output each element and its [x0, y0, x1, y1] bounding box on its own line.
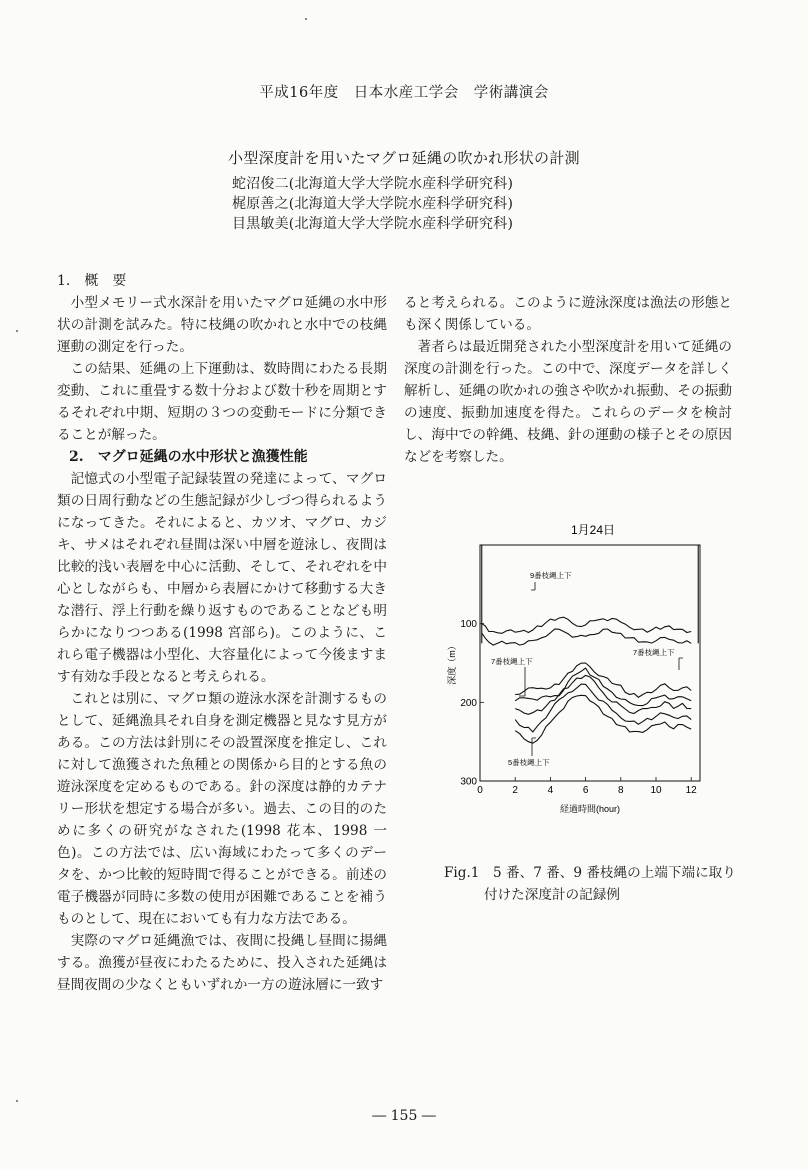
depth-chart [440, 520, 730, 820]
paper-title: 小型深度計を用いたマグロ延縄の吹かれ形状の計測 [228, 149, 580, 167]
paragraph: これとは別に、マグロ類の遊泳水深を計測するものとして、延縄漁具それ自身を測定機器と見なす見方がある。この方法は針別にその設置深度を推定し、これに対して漁獲された魚種との関係から目的とする魚の遊泳深度を定めるものである。針の深度は静的カテナリー形状を想定する場合が多い。過去、この目的のために多くの研究がなされた(1998 花本、1998 一色)。この方法では、広い海域にわたって多くのデータを、かつ比較的短時間で得ることができる。前述の電子機器が同時に多数の使用が困難であることを補うものとして、現在においても有力な方法である。 [57, 691, 387, 927]
x-tick-label: 4 [547, 785, 554, 796]
author-line: 梶原善之(北海道大学大学院水産科学研究科) [232, 196, 514, 212]
y-axis-label: 深度（m） [447, 641, 457, 685]
annotation-pointer [532, 738, 536, 756]
paragraph: 小型メモリー式水深計を用いたマグロ延縄の水中形状の計測を試みた。特に枝縄の吹かれと水中での枝縄運動の測定を行った。 [57, 295, 387, 355]
depth-series-line [515, 668, 691, 706]
conference-header: 平成16年度 日本水産工学会 学術講演会 [259, 85, 549, 101]
author-line: 目黒敏美(北海道大学大学院水産科学研究科) [232, 216, 514, 232]
figure-caption [444, 862, 744, 906]
y-tick-label: 100 [460, 619, 477, 631]
x-tick-label: 6 [582, 785, 589, 796]
paragraph: この結果、延縄の上下運動は、数時間にわたる長期変動、これに重畳する数十分および数十秒を周期とするそれぞれ中期、短期の３つの変動モードに分類できることが解った。 [57, 361, 387, 443]
x-tick-label: 12 [685, 785, 697, 796]
author-line: 蛇沼俊二(北海道大学大学院水産科学研究科) [232, 176, 514, 192]
annotation-5-upper-lower: 5番枝縄上下 [508, 758, 550, 767]
depth-series-line [515, 695, 691, 743]
paragraph: 記憶式の小型電子記録装置の発達によって、マグロ類の日周行動などの生態記録が少しづつ得られるようになってきた。それによると、カツオ、マグロ、カジキ、サメはそれぞれ昼間は深い中層を遊泳し、夜間は比較的浅い表層を中心に活動、そして、それぞれを中心としながらも、中層から表層にかけて移動する大きな潜行、浮上行動を繰り返すものであることなども明らかになりつつある(1998 宮部ら)。このように、これら電子機器は小型化、大容量化によって今後ますます有効な手段となると考えられる。 [57, 471, 387, 685]
right-column [404, 292, 732, 468]
x-tick-label: 2 [512, 785, 518, 796]
depth-series-line [515, 684, 691, 732]
paragraph: 著者らは最近開発された小型深度計を用いて延縄の深度の計測を行った。この中で、深度データを詳しく解析し、延縄の吹かれの強さや吹かれ振動、その振動の速度、振動加速度を得た。これらのデータを検討し、海中での幹縄、枝縄、針の運動の様子とその原因などを考察した。 [404, 339, 732, 465]
x-tick-label: 8 [618, 785, 624, 796]
x-tick-label: 10 [650, 785, 662, 796]
annotation-pointer [679, 658, 683, 670]
x-tick-label: 0 [477, 785, 483, 796]
paragraph: ると考えられる。このように遊泳深度は漁法の形態とも深く関係している。 [404, 295, 732, 333]
annotation-7-upper-lower-left: 7番枝縄上下 [491, 657, 533, 666]
y-tick-label: 200 [460, 697, 477, 709]
depth-series-line [482, 617, 691, 633]
scan-speck [16, 1100, 18, 1102]
scan-speck [16, 330, 18, 332]
section-heading-2: 2. マグロ延縄の水中形状と漁獲性能 [69, 449, 308, 465]
annotation-pointer [531, 582, 535, 590]
x-axis-label: 経過時間(hour) [559, 804, 621, 814]
y-tick-label: 300 [460, 776, 477, 788]
scan-speck [305, 18, 307, 20]
caption-line: Fig.1 5 番、7 番、9 番枝縄の上端下端に取り [444, 865, 736, 881]
section-heading-1: 1. 概 要 [57, 273, 127, 289]
left-column [57, 270, 387, 996]
chart-title: 1月24日 [570, 523, 616, 537]
annotation-9-upper-lower: 9番枝縄上下 [530, 571, 572, 580]
caption-line: 付けた深度計の記録例 [484, 887, 620, 903]
paragraph: 実際のマグロ延縄漁では、夜間に投縄し昼間に揚縄する。漁獲が昼夜にわたるために、投入された延縄は昼間夜間の少なくともいずれか一方の遊泳層に一致す [57, 933, 387, 993]
page-number: ― 155 ― [372, 1108, 436, 1124]
annotation-7-upper-lower-right: 7番枝縄上下 [633, 648, 675, 657]
